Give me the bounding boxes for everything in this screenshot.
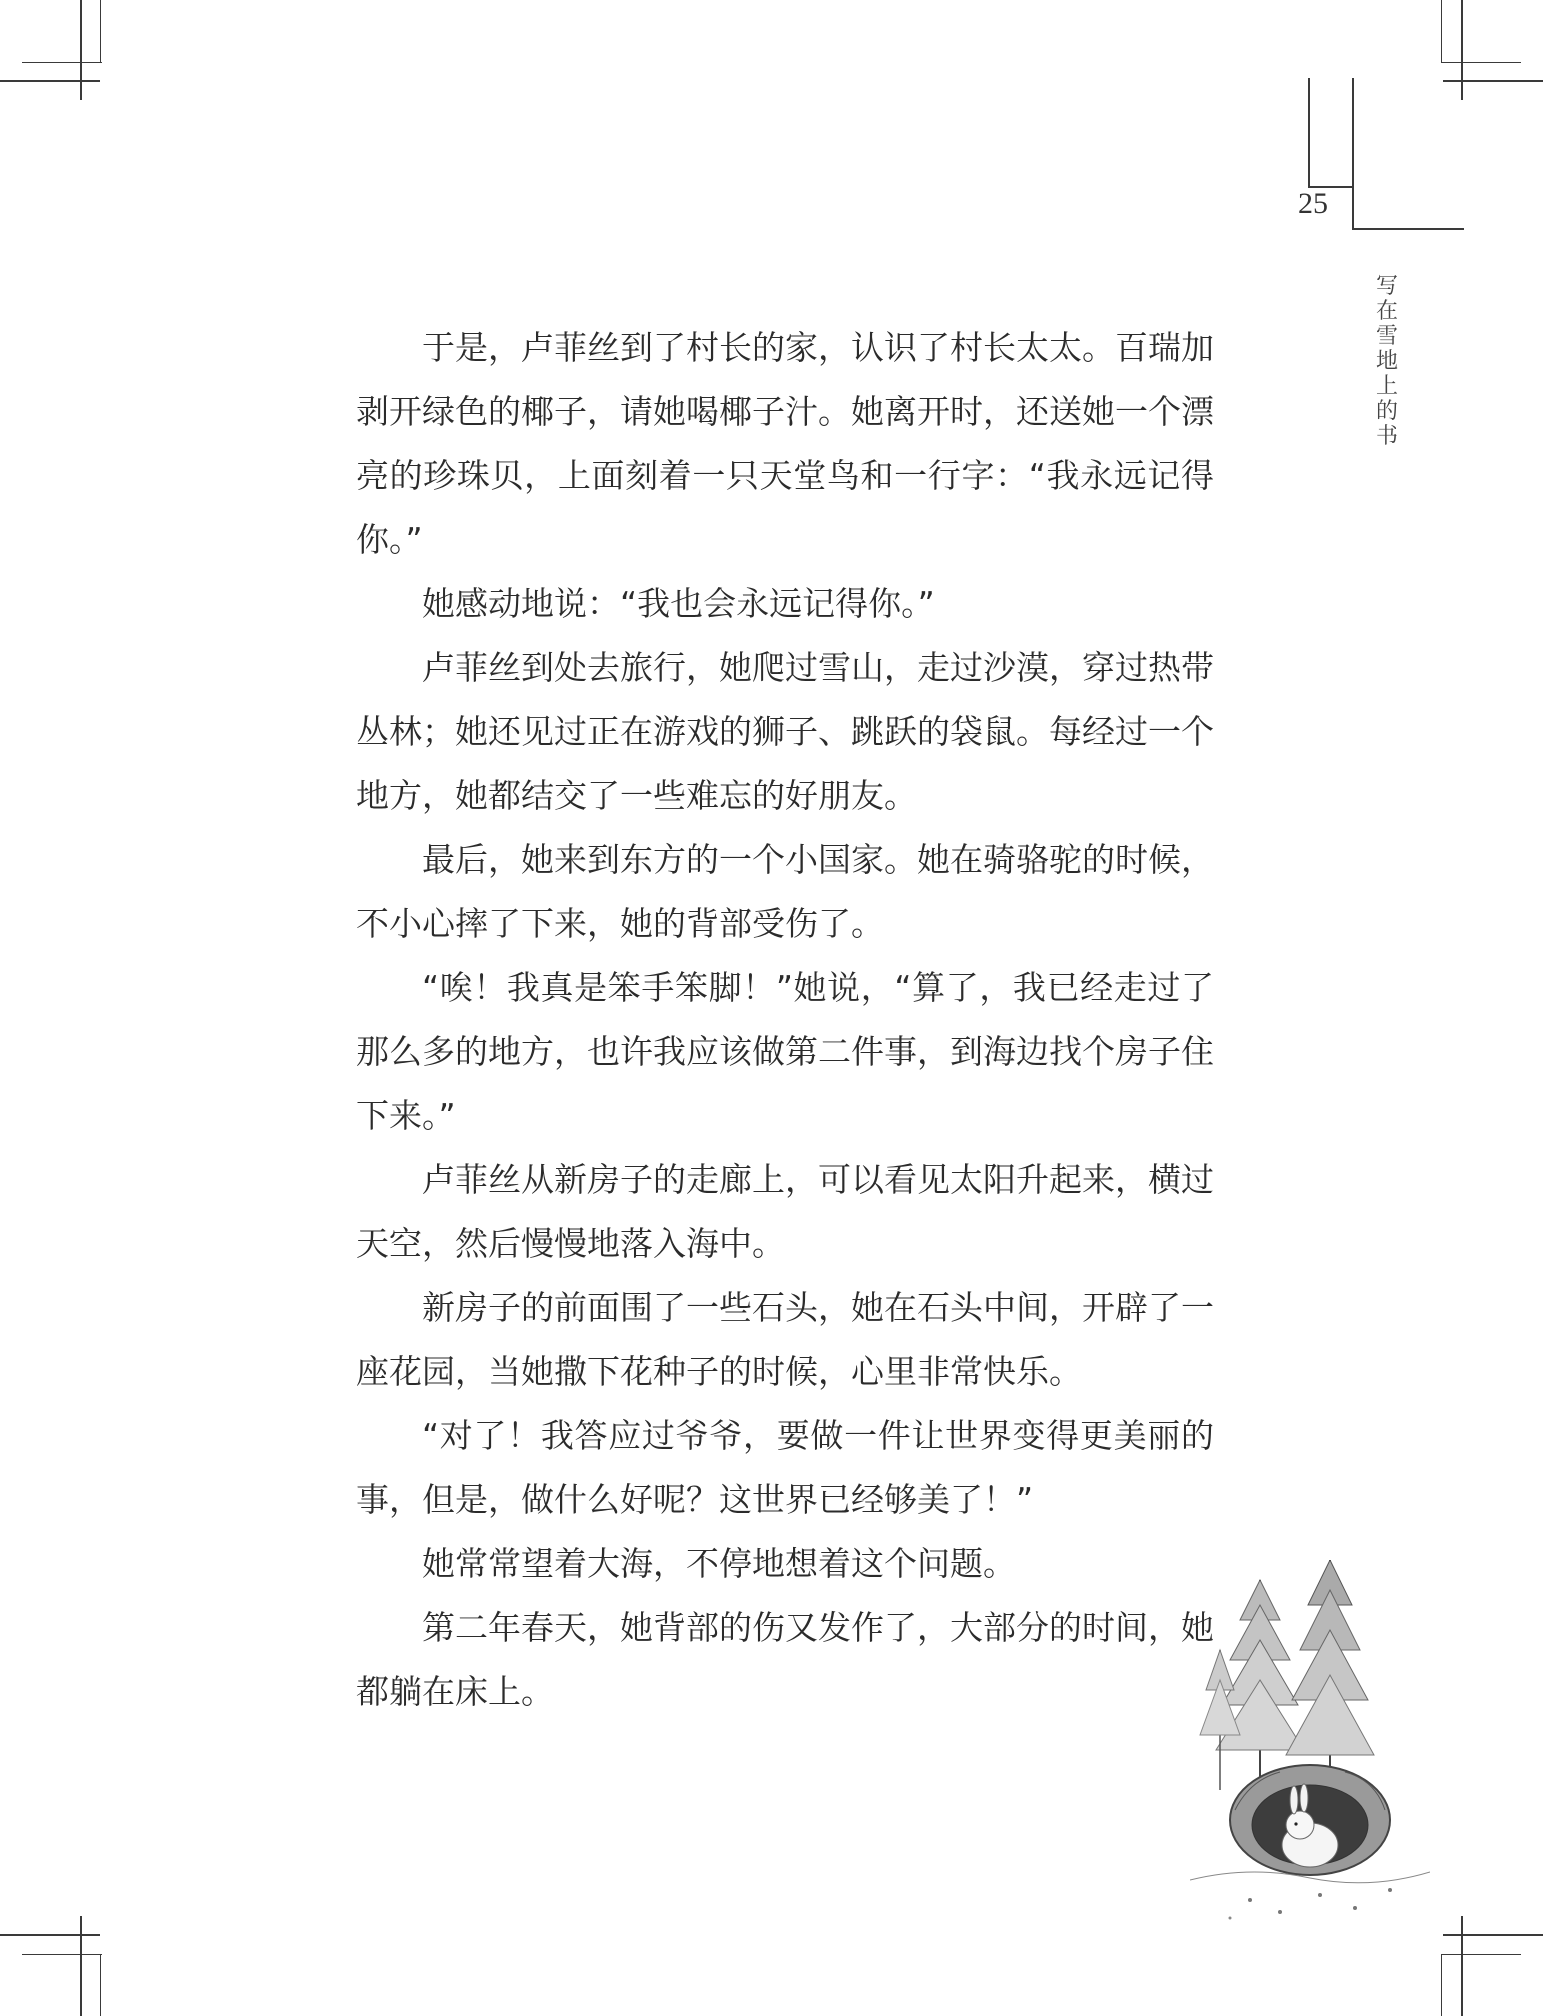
paragraph: 她常常望着大海，不停地想着这个问题。 [422, 1544, 1016, 1583]
pine-tree-right [1286, 1560, 1374, 1790]
paragraph: 卢菲丝到处去旅行，她爬过雪山，走过沙漠，穿过热带丛林；她还见过正在游戏的狮子、跳跃的袋鼠。每经过一个地方，她都结交了一些难忘的好朋友。 [356, 648, 1214, 815]
page-number: 25 [1298, 187, 1328, 220]
paragraph: 第二年春天，她背部的伤又发作了，大部分的时间，她都躺在床上。 [356, 1608, 1214, 1711]
paragraph: 她感动地说：“我也会永远记得你。” [422, 584, 935, 623]
paragraph: “唉！我真是笨手笨脚！”她说，“算了，我已经走过了那么多的地方，也许我应该做第二件事，到海边找个房子住下来。” [356, 968, 1214, 1135]
paragraph: 卢菲丝从新房子的走廊上，可以看见太阳升起来，横过天空，然后慢慢地落入海中。 [356, 1160, 1214, 1263]
paragraph: 最后，她来到东方的一个小国家。她在骑骆驼的时候，不小心摔了下来，她的背部受伤了。 [356, 840, 1214, 943]
pine-tree-small [1200, 1650, 1240, 1790]
paragraph: “对了！我答应过爷爷，要做一件让世界变得更美丽的事，但是，做什么好呢？这世界已经够美了！” [356, 1416, 1214, 1519]
paragraph: 于是，卢菲丝到了村长的家，认识了村长太太。百瑞加剥开绿色的椰子，请她喝椰子汁。她离开时，还送她一个漂亮的珍珠贝，上面刻着一只天堂鸟和一行字：“我永远记得你。” [356, 328, 1214, 559]
running-title: 写在雪地上的书 [1375, 274, 1398, 449]
body-text [356, 316, 1214, 1724]
snow-ground [1190, 1872, 1430, 1920]
rabbit-illustration [1190, 1560, 1430, 1930]
paragraph: 新房子的前面围了一些石头，她在石头中间，开辟了一座花园，当她撒下花种子的时候，心里非常快乐。 [356, 1288, 1214, 1391]
